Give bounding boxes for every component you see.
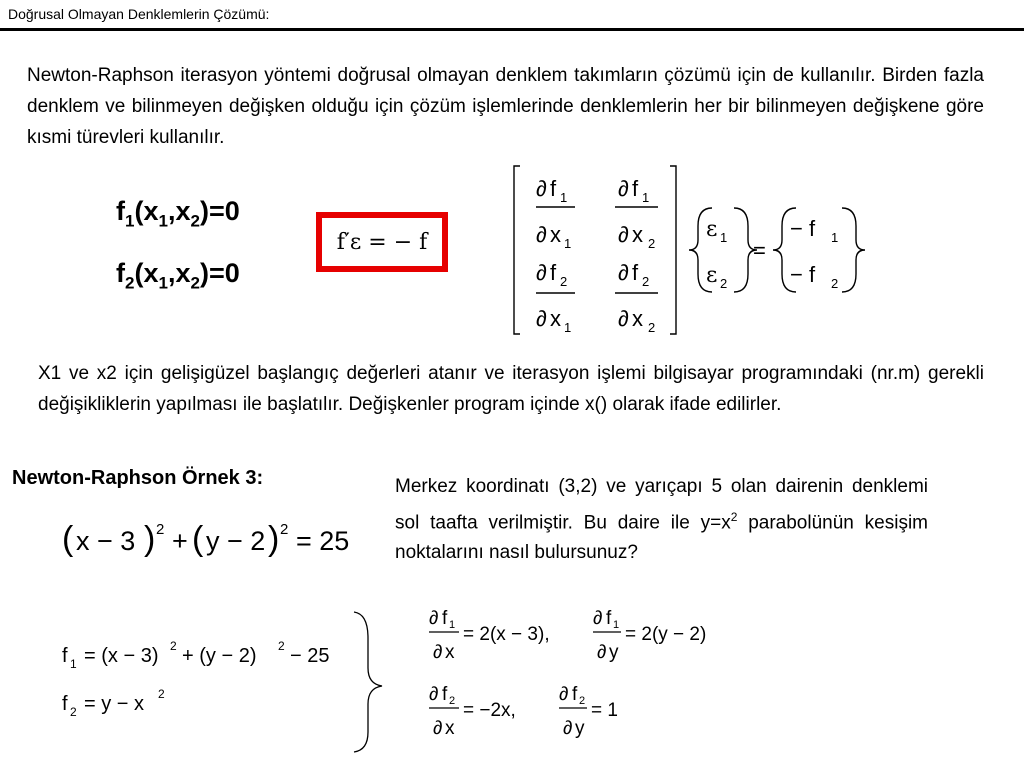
circle-eq-term-b: y − 2 <box>206 526 266 556</box>
eq2-x2-sub: 2 <box>190 273 200 293</box>
matrix-f: f <box>632 260 639 285</box>
rhs-minus-f: − f <box>790 216 816 241</box>
example-description <box>395 472 928 568</box>
eq2-f: f <box>116 258 125 288</box>
partial-symbol: ∂ <box>593 608 603 629</box>
f2-exp: 2 <box>158 687 165 701</box>
matrix-x: x <box>550 306 561 331</box>
partial-symbol: ∂ <box>618 260 629 285</box>
partial-symbol: ∂ <box>618 176 629 201</box>
f2-lhs: f <box>62 693 68 715</box>
matrix-x: x <box>550 222 561 247</box>
eq1-mid: ,x <box>167 196 191 226</box>
function-definitions <box>60 630 390 720</box>
matrix-sub: 2 <box>648 236 656 251</box>
paren: ( <box>62 520 74 558</box>
matrix-f: f <box>632 176 639 201</box>
partial-symbol: ∂ <box>559 684 569 705</box>
f1-sub: 1 <box>70 657 77 671</box>
eq2-mid: ,x <box>167 258 191 288</box>
matrix-sub: 1 <box>642 190 650 205</box>
circle-eq-rhs: = 25 <box>296 526 350 556</box>
rhs-right-brace <box>842 208 865 292</box>
eq1-x1-sub: 1 <box>158 211 168 231</box>
description-end: parabolünün kesişim noktalarını nasıl bulursunuz? <box>395 512 928 564</box>
rhs-sub: 1 <box>831 230 839 245</box>
deriv-sub: 1 <box>613 619 620 631</box>
eq1-rhs: )=0 <box>199 196 240 226</box>
f2-sub: 2 <box>70 705 77 719</box>
circle-eq-term-a: x − 3 <box>76 526 136 556</box>
deriv-var-x: x <box>445 642 455 663</box>
deriv-var-y: y <box>575 718 585 739</box>
partial-symbol: ∂ <box>429 608 439 629</box>
system-equation-2 <box>116 258 240 293</box>
exponent: 2 <box>156 521 165 538</box>
f1-exp: 2 <box>278 639 285 653</box>
boxed-equation <box>316 212 448 272</box>
exponent: 2 <box>280 521 289 538</box>
matrix-f: f <box>550 176 557 201</box>
matrix-sub: 1 <box>560 190 568 205</box>
partial-symbol: ∂ <box>536 176 547 201</box>
matrix-left-bracket <box>514 166 520 334</box>
matrix-sub: 2 <box>560 274 568 289</box>
epsilon-sub: 1 <box>720 230 728 245</box>
partial-derivatives <box>425 598 745 758</box>
deriv-f: f <box>442 608 448 629</box>
eq1-x2-sub: 2 <box>190 211 200 231</box>
deriv-f: f <box>572 684 578 705</box>
paren: ( <box>192 520 204 558</box>
title-divider <box>0 28 1024 31</box>
rhs-minus-f: − f <box>790 262 816 287</box>
equals-sign: = <box>753 238 766 263</box>
matrix-sub: 1 <box>564 236 572 251</box>
matrix-f: f <box>550 260 557 285</box>
eq2-f-sub: 2 <box>125 273 135 293</box>
partial-symbol: ∂ <box>618 222 629 247</box>
f1-lhs: f <box>62 645 68 667</box>
f1-rhs-c: − 25 <box>290 645 330 667</box>
deriv-12-rhs: = 2(y − 2) <box>625 624 707 645</box>
partial-symbol: ∂ <box>536 260 547 285</box>
matrix-sub: 2 <box>648 320 656 335</box>
partial-symbol: ∂ <box>433 718 443 739</box>
eq1-lp: (x <box>134 196 159 226</box>
partial-symbol: ∂ <box>618 306 629 331</box>
eq1-f-sub: 1 <box>125 211 135 231</box>
eq1-f: f <box>116 196 125 226</box>
deriv-sub: 1 <box>449 619 456 631</box>
deriv-11-rhs: = 2(x − 3), <box>463 624 550 645</box>
deriv-22-rhs: = 1 <box>591 700 618 721</box>
rhs-sub: 2 <box>831 276 839 291</box>
matrix-sub: 2 <box>642 274 650 289</box>
intro-paragraph: Newton-Raphson iterasyon yöntemi doğrusal olmayan denklem takımların çözümü için de kullanılır. Birden fazla denklem ve bilinmeyen değişken olduğu için çözüm işlemlerinde denklemlerin her bir bilinmeyen değişkene göre kısmi türevleri kullanılır. <box>27 65 984 148</box>
deriv-var-x: x <box>445 718 455 739</box>
partial-symbol: ∂ <box>536 306 547 331</box>
example-title: Newton-Raphson Örnek 3: <box>12 467 264 489</box>
f2-rhs: = y − x <box>84 693 145 715</box>
partial-symbol: ∂ <box>429 684 439 705</box>
matrix-x: x <box>632 222 643 247</box>
matrix-sub: 1 <box>564 320 572 335</box>
f1-rhs-b: + (y − 2) <box>182 645 257 667</box>
deriv-21-rhs: = −2x, <box>463 700 516 721</box>
eq2-x1-sub: 1 <box>158 273 168 293</box>
partial-symbol: ∂ <box>536 222 547 247</box>
f1-rhs-a: = (x − 3) <box>84 645 159 667</box>
deriv-var-y: y <box>609 642 619 663</box>
partial-symbol: ∂ <box>433 642 443 663</box>
deriv-f: f <box>442 684 448 705</box>
matrix-right-bracket <box>670 166 676 334</box>
description-main: Merkez koordinatı (3,2) ve yarıçapı 5 olan dairenin denklemi sol taafta verilmiştir. Bu daire ile y=x <box>395 476 928 534</box>
boxed-equation-text: f′ε = − f <box>336 229 428 255</box>
large-brace-icon <box>350 608 390 756</box>
epsilon-sub: 2 <box>720 276 728 291</box>
partial-symbol: ∂ <box>563 718 573 739</box>
plus-sign: + <box>172 526 188 556</box>
iteration-paragraph: X1 ve x2 için gelişigüzel başlangıç değerleri atanır ve iterasyon işlemi bilgisayar programındaki (nr.m) gerekli değişikliklerin yapılması ile başlatılır. Değişkenler program içinde x() olarak ifade edilirler. <box>38 363 984 415</box>
epsilon-symbol: ε <box>706 263 718 288</box>
deriv-sub: 2 <box>449 695 456 707</box>
paren: ) <box>144 520 156 558</box>
epsilon-symbol: ε <box>706 217 718 242</box>
f1-exp: 2 <box>170 639 177 653</box>
system-equation-1 <box>116 196 240 231</box>
deriv-sub: 2 <box>579 695 586 707</box>
jacobian-matrix-equation <box>500 158 880 340</box>
deriv-f: f <box>606 608 612 629</box>
matrix-x: x <box>632 306 643 331</box>
eq2-rhs: )=0 <box>199 258 240 288</box>
partial-symbol: ∂ <box>597 642 607 663</box>
paren: ) <box>268 520 280 558</box>
eq2-lp: (x <box>134 258 159 288</box>
description-sup: 2 <box>730 510 738 524</box>
circle-equation <box>60 512 370 568</box>
slide-title: Doğrusal Olmayan Denklemlerin Çözümü: <box>8 6 270 22</box>
